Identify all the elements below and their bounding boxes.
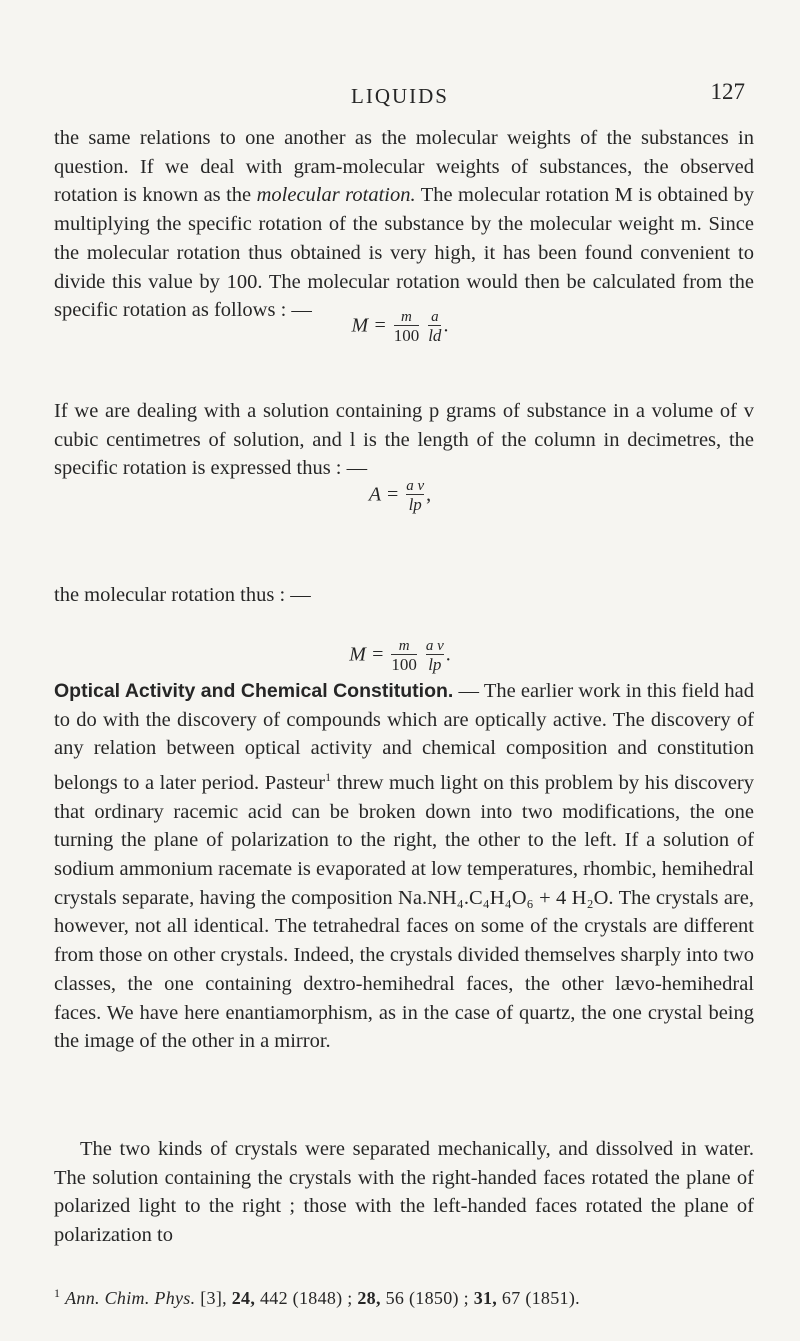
equation-2-end: , [426,483,432,506]
footnote-ref-2: 56 (1850) ; [385,1288,469,1308]
footnote-series: [3], [200,1288,227,1308]
equation-1-f1-denominator: 100 [393,326,420,345]
paragraph-4 [54,677,754,1056]
equation-2-f1-numerator: a v [406,478,425,494]
equation-molecular-rotation [0,309,800,345]
equation-3-f2-numerator: a v [425,638,444,654]
paragraph-1 [54,124,754,325]
paragraph-3-text: the molecular rotation thus : — [54,584,311,606]
paragraph-5-text: The two kinds of crystals were separated mechanically, and dissolved in water. The solution containing the crystals with the right-handed faces rotated the plane of polarized light to the right ; those with the left-handed faces rotated the plane of polarization to [54,1138,754,1247]
equation-3-fraction-2 [426,638,444,674]
page-number: 127 [710,79,745,104]
equation-2-lhs: A = [368,483,400,506]
running-header: LIQUIDS [351,84,449,108]
footnote-ref-3: 67 (1851). [501,1288,580,1308]
equation-2-f1-denominator: lp [406,494,424,514]
paragraph-1-text-before: the same relations to one another as the molecular weights of the substances in question. If we deal with gram-molecular weights of substances, the observed rotation is known as the [54,127,754,207]
paragraph-2 [54,397,754,483]
paragraph-4-text-part-1: — The earlier work in this field had to do with the discovery of compounds which are optically active. The discovery of any relation between optical activity and chemical composition and constitution belongs to a later period. Pasteur [54,680,755,794]
equation-1-fraction-1 [394,309,420,345]
paragraph-1-text-after: The molecular rotation M is obtained by multiplying the specific rotation of the substance by the molecular weight m. Since the molecular rotation thus obtained is very high, it has been found convenient to divide this value by 100. The molecular rotation would then be calculated from the specific rotation as follows : — [54,184,754,322]
equation-1-f1-numerator: m [401,309,412,325]
paragraph-5 [54,1135,754,1250]
paragraph-3 [54,581,754,610]
equation-1-f2-numerator: a [431,309,439,325]
footnote-mark: 1 [54,1286,61,1300]
equation-1-end: . [443,314,449,337]
equation-molecular-rotation-solution [0,638,800,674]
paragraph-2-text: If we are dealing with a solution containing p grams of substance in a volume of v cubic centimetres of solution, and l is the length of the column in decimetres, the specific rotation is expressed thus : — [54,400,754,480]
paragraph-4-text-part-2: threw much light on this problem by his discovery that ordinary racemic acid can be broken down into two modifications, the one turning the plane of polarization to the right, the other to the left. If a solution of sodium ammonium racemate is evaporated at low temperatures, rhombic, hemihedral crystals separate, having the composition Na.NH₄.C₄H₄O₆ + 4 H₂O. The crystals are, however, not all identical. The tetrahedral faces on some of the crystals are different from those on other crystals. Indeed, the crystals divided themselves sharply into two classes, the one containing dextro-hemihedral faces, the other lævo-hemihedral faces. We have here enantiamorphism, as in the case of quartz, the one crystal being the image of the other in a mirror. [54,771,754,1053]
equation-3-f2-denominator: lp [426,654,444,674]
footnote [54,1286,754,1309]
equation-specific-rotation [0,478,800,514]
equation-3-f1-numerator: m [398,638,410,654]
paragraph-1-emphasis: molecular rotation. [256,184,416,207]
equation-1-lhs: M = [351,314,387,337]
footnote-volume-3: 31, [473,1288,498,1308]
equation-3-lhs: M = [349,643,385,666]
footnote-volume-1: 24, [231,1288,256,1308]
footnote-reference: 1 [325,770,332,785]
equation-3-f1-denominator: 100 [391,655,417,674]
equation-1-fraction-2 [428,309,441,345]
equation-3-end: . [445,643,451,666]
footnote-ref-1: 442 (1848) ; [259,1288,353,1308]
section-heading: Optical Activity and Chemical Constitution. [54,680,454,702]
equation-2-fraction-1 [406,478,424,514]
equation-3-fraction-1 [391,638,417,674]
footnote-volume-2: 28, [357,1288,381,1308]
equation-1-f2-denominator: ld [428,326,442,345]
footnote-source: Ann. Chim. Phys. [65,1288,196,1308]
